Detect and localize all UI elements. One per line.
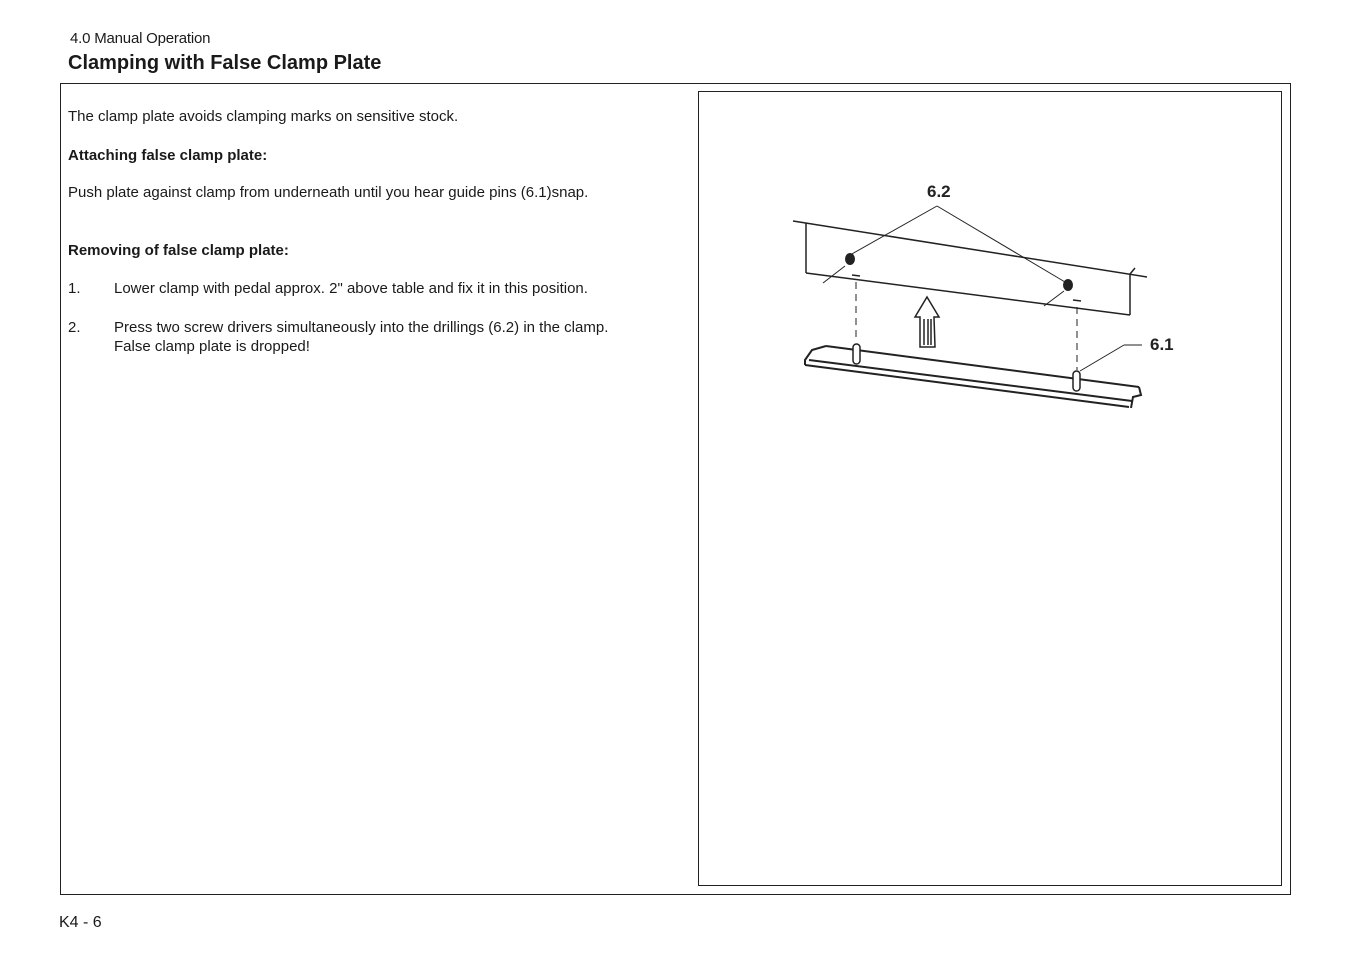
step-text: [114, 279, 688, 298]
clamp-illustration: [699, 92, 1281, 885]
pin-leader-line: [1080, 345, 1124, 371]
pin-slots: [852, 275, 1081, 301]
figure-box: [698, 91, 1282, 886]
remove-heading: Removing of false clamp plate:: [68, 242, 289, 259]
step-line: False clamp plate is dropped!: [114, 338, 310, 355]
step-number: 2.: [68, 319, 81, 336]
step-line: Press two screw drivers simultaneously into the drillings (6.2) in the clamp.: [114, 319, 609, 336]
attach-heading: Attaching false clamp plate:: [68, 147, 268, 164]
intro-text: The clamp plate avoids clamping marks on sensitive stock.: [68, 108, 459, 125]
alignment-lines: [856, 282, 1077, 370]
label-guide-pins: 6.1: [1150, 335, 1174, 354]
clamp-bar: [793, 221, 1147, 315]
step-number: 1.: [68, 280, 81, 297]
section-label: 4.0 Manual Operation: [70, 30, 211, 47]
drilling-holes: [845, 253, 1073, 291]
upward-arrow-icon: [915, 297, 939, 347]
guide-pins: [853, 344, 1080, 391]
step-item: [68, 318, 688, 356]
page-title: Clamping with False Clamp Plate: [68, 52, 382, 74]
label-leader-lines: [850, 206, 1065, 282]
step-line: Lower clamp with pedal approx. 2" above table and fix it in this position.: [114, 280, 588, 297]
text-column: [68, 107, 688, 376]
step-text: [114, 318, 688, 356]
screwdriver-hints: [823, 266, 1064, 306]
label-drillings: 6.2: [927, 182, 951, 201]
attach-text: Push plate against clamp from underneath until you hear guide pins (6.1)snap.: [68, 184, 589, 201]
page-number: K4 - 6: [59, 914, 102, 931]
step-item: [68, 279, 688, 298]
